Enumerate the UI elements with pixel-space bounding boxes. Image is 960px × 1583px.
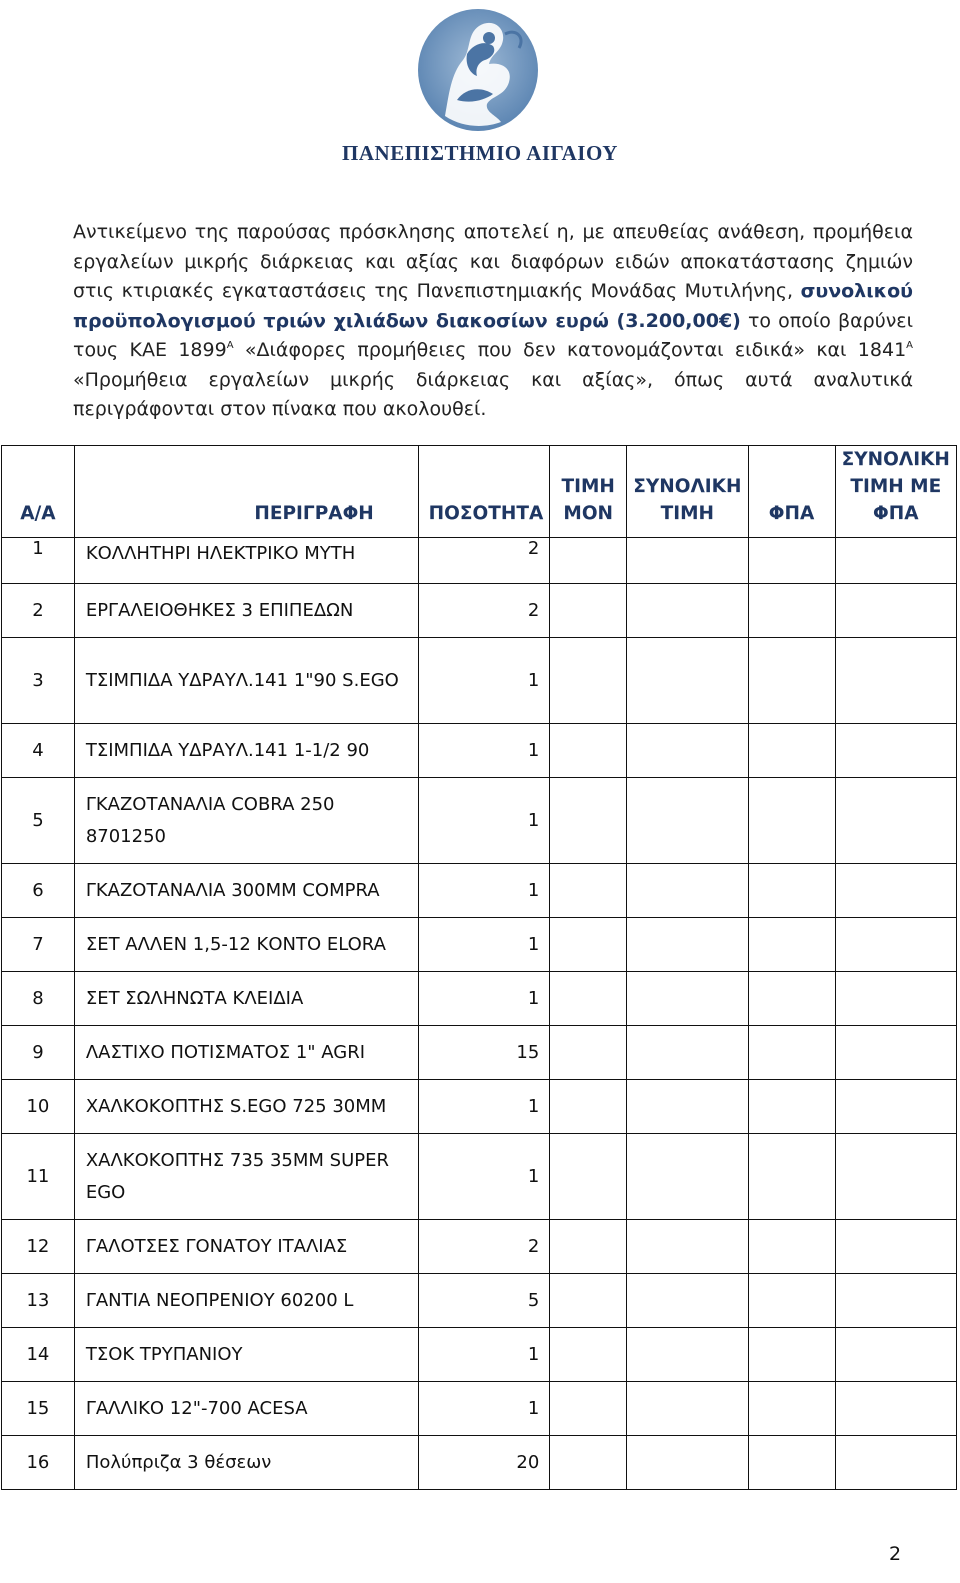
cell-unit-price xyxy=(550,724,627,778)
table-row xyxy=(2,538,957,584)
cell-total-price xyxy=(627,584,748,638)
table-row xyxy=(2,864,957,918)
cell-unit-price xyxy=(550,1134,627,1220)
cell-total-price xyxy=(627,1382,748,1436)
cell-total-with-vat xyxy=(835,778,956,864)
table-row xyxy=(2,918,957,972)
cell-aa: 6 xyxy=(2,864,75,918)
cell-total-with-vat xyxy=(835,1026,956,1080)
university-seal-logo xyxy=(405,4,555,134)
cell-quantity: 1 xyxy=(418,864,550,918)
intro-text-part2: το οποίο βαρύνει τους ΚΑΕ 1899 xyxy=(73,309,914,361)
cell-aa: 14 xyxy=(2,1328,75,1382)
cell-description: ΓΑΛΛΙΚΟ 12"-700 ACESA xyxy=(74,1382,418,1436)
cell-quantity: 1 xyxy=(418,778,550,864)
header-total-price: ΣΥΝΟΛΙΚΗ ΤΙΜΗ xyxy=(627,446,748,538)
cell-total-with-vat xyxy=(835,1328,956,1382)
cell-vat xyxy=(748,972,835,1026)
cell-total-price xyxy=(627,1274,748,1328)
cell-total-price xyxy=(627,1328,748,1382)
cell-description: ΓΚΑΖΟΤΑΝΑΛΙΑ COBRA 250 8701250 xyxy=(74,778,418,864)
table-row xyxy=(2,778,957,864)
cell-unit-price xyxy=(550,864,627,918)
cell-unit-price xyxy=(550,778,627,864)
cell-description: ΓΚΑΖΟΤΑΝΑΛΙΑ 300ΜΜ COMPRA xyxy=(74,864,418,918)
cell-description: ΓΑΛΟΤΣΕΣ ΓΟΝΑΤΟΥ ΙΤΑΛΙΑΣ xyxy=(74,1220,418,1274)
cell-total-with-vat xyxy=(835,538,956,584)
table-header-row xyxy=(2,446,957,538)
cell-description: ΣΕΤ ΑΛΛΕΝ 1,5-12 ΚΟΝΤΟ ELORA xyxy=(74,918,418,972)
cell-total-price xyxy=(627,1026,748,1080)
cell-total-price xyxy=(627,538,748,584)
cell-vat xyxy=(748,538,835,584)
table-row xyxy=(2,1026,957,1080)
cell-unit-price xyxy=(550,1080,627,1134)
page-number: 2 xyxy=(889,1543,902,1565)
cell-unit-price xyxy=(550,972,627,1026)
cell-aa: 3 xyxy=(2,638,75,724)
cell-vat xyxy=(748,1026,835,1080)
cell-total-with-vat xyxy=(835,1220,956,1274)
cell-vat xyxy=(748,1134,835,1220)
table-row xyxy=(2,972,957,1026)
intro-budget-bold: συνολικού προϋπολογισμού τριών χιλιάδων διακοσίων ευρώ (3.200,00€) xyxy=(73,280,913,332)
table-row xyxy=(2,1080,957,1134)
cell-quantity: 1 xyxy=(418,638,550,724)
cell-total-with-vat xyxy=(835,1274,956,1328)
cell-unit-price xyxy=(550,638,627,724)
cell-aa: 12 xyxy=(2,1220,75,1274)
cell-aa: 2 xyxy=(2,584,75,638)
header-quantity: ΠΟΣΟΤΗΤΑ xyxy=(418,446,550,538)
items-table xyxy=(1,445,957,1490)
cell-vat xyxy=(748,638,835,724)
cell-description: ΤΣΟΚ ΤΡΥΠΑΝΙΟΥ xyxy=(74,1328,418,1382)
table-row xyxy=(2,1220,957,1274)
cell-total-price xyxy=(627,1134,748,1220)
cell-vat xyxy=(748,778,835,864)
table-row xyxy=(2,1382,957,1436)
cell-quantity: 15 xyxy=(418,1026,550,1080)
header-total-with-vat: ΣΥΝΟΛΙΚΗ ΤΙΜΗ ΜΕ ΦΠΑ xyxy=(835,446,956,538)
cell-unit-price xyxy=(550,918,627,972)
cell-description: ΧΑΛΚΟΚΟΠΤΗΣ 735 35ΜΜ SUPER EGO xyxy=(74,1134,418,1220)
table-row xyxy=(2,1274,957,1328)
cell-aa: 8 xyxy=(2,972,75,1026)
cell-unit-price xyxy=(550,1328,627,1382)
cell-quantity: 1 xyxy=(418,1328,550,1382)
university-name: ΠΑΝΕΠΙΣΤΗΜΙΟ ΑΙΓΑΙΟΥ xyxy=(342,141,618,165)
cell-vat xyxy=(748,724,835,778)
cell-quantity: 1 xyxy=(418,1134,550,1220)
header-unit-price: ΤΙΜΗ ΜΟΝ xyxy=(550,446,627,538)
table-row xyxy=(2,1436,957,1490)
header-description: ΠΕΡΙΓΡΑΦΗ xyxy=(74,446,418,538)
cell-description: ΕΡΓΑΛΕΙΟΘΗΚΕΣ 3 ΕΠΙΠΕΔΩΝ xyxy=(74,584,418,638)
cell-description: ΤΣΙΜΠΙΔΑ ΥΔΡΑΥΛ.141 1"90 S.EGO xyxy=(74,638,418,724)
cell-description: ΧΑΛΚΟΚΟΠΤΗΣ S.EGO 725 30ΜΜ xyxy=(74,1080,418,1134)
intro-sup-1: Α xyxy=(226,340,234,351)
cell-vat xyxy=(748,918,835,972)
cell-total-with-vat xyxy=(835,1382,956,1436)
cell-aa: 13 xyxy=(2,1274,75,1328)
cell-quantity: 1 xyxy=(418,972,550,1026)
cell-vat xyxy=(748,1436,835,1490)
cell-aa: 9 xyxy=(2,1026,75,1080)
cell-vat xyxy=(748,584,835,638)
cell-total-price xyxy=(627,972,748,1026)
cell-quantity: 20 xyxy=(418,1436,550,1490)
cell-quantity: 1 xyxy=(418,918,550,972)
cell-total-price xyxy=(627,864,748,918)
cell-total-price xyxy=(627,638,748,724)
cell-unit-price xyxy=(550,538,627,584)
cell-total-with-vat xyxy=(835,1080,956,1134)
cell-aa: 11 xyxy=(2,1134,75,1220)
cell-total-with-vat xyxy=(835,1436,956,1490)
cell-quantity: 1 xyxy=(418,724,550,778)
cell-quantity: 5 xyxy=(418,1274,550,1328)
cell-unit-price xyxy=(550,584,627,638)
cell-total-price xyxy=(627,1436,748,1490)
cell-total-price xyxy=(627,778,748,864)
cell-description: Πολύπριζα 3 θέσεων xyxy=(74,1436,418,1490)
cell-total-with-vat xyxy=(835,584,956,638)
cell-vat xyxy=(748,1220,835,1274)
intro-text-part1: Αντικείμενο της παρούσας πρόσκλησης αποτελεί η, με απευθείας ανάθεση, προμήθεια εργαλείων μικρής διάρκειας και αξίας και διαφόρων ειδών αποκατάστασης ζημιών στις κτιριακές εγκαταστάσεις της Πανεπιστημιακής Μονάδας Μυτιλήνης, xyxy=(73,221,913,302)
cell-aa: 15 xyxy=(2,1382,75,1436)
cell-unit-price xyxy=(550,1436,627,1490)
cell-total-with-vat xyxy=(835,724,956,778)
cell-total-with-vat xyxy=(835,972,956,1026)
table-row xyxy=(2,638,957,724)
header-vat: ΦΠΑ xyxy=(748,446,835,538)
cell-vat xyxy=(748,1328,835,1382)
cell-quantity: 1 xyxy=(418,1080,550,1134)
table-body xyxy=(2,538,957,1490)
intro-text-part3: «Διάφορες προμήθειες που δεν κατονομάζονται ειδικά» και 1841 xyxy=(244,339,907,361)
table-row xyxy=(2,584,957,638)
cell-aa: 7 xyxy=(2,918,75,972)
cell-unit-price xyxy=(550,1274,627,1328)
cell-total-with-vat xyxy=(835,864,956,918)
cell-unit-price xyxy=(550,1220,627,1274)
cell-total-with-vat xyxy=(835,638,956,724)
cell-vat xyxy=(748,1382,835,1436)
cell-description: ΛΑΣΤΙΧΟ ΠΟΤΙΣΜΑΤΟΣ 1" AGRI xyxy=(74,1026,418,1080)
cell-total-with-vat xyxy=(835,918,956,972)
cell-total-price xyxy=(627,1220,748,1274)
cell-quantity: 2 xyxy=(418,1220,550,1274)
cell-aa: 1 xyxy=(2,538,75,584)
cell-unit-price xyxy=(550,1026,627,1080)
intro-text-part4: «Προμήθεια εργαλείων μικρής διάρκειας και αξίας», όπως αυτά αναλυτικά περιγράφονται στον πίνακα που ακολουθεί. xyxy=(73,368,913,420)
table-row xyxy=(2,1328,957,1382)
intro-paragraph xyxy=(73,218,913,425)
table-row xyxy=(2,1134,957,1220)
cell-quantity: 1 xyxy=(418,1382,550,1436)
cell-total-price xyxy=(627,724,748,778)
cell-aa: 5 xyxy=(2,778,75,864)
cell-aa: 16 xyxy=(2,1436,75,1490)
cell-vat xyxy=(748,864,835,918)
cell-aa: 10 xyxy=(2,1080,75,1134)
cell-vat xyxy=(748,1080,835,1134)
cell-description: ΤΣΙΜΠΙΔΑ ΥΔΡΑΥΛ.141 1-1/2 90 xyxy=(74,724,418,778)
cell-quantity: 2 xyxy=(418,584,550,638)
cell-description: ΚΟΛΛΗΤΗΡΙ ΗΛΕΚΤΡΙΚΟ ΜΥΤΗ xyxy=(74,538,418,584)
cell-total-price xyxy=(627,1080,748,1134)
cell-total-with-vat xyxy=(835,1134,956,1220)
cell-total-price xyxy=(627,918,748,972)
header-aa: Α/Α xyxy=(2,446,75,538)
cell-aa: 4 xyxy=(2,724,75,778)
cell-description: ΣΕΤ ΣΩΛΗΝΩΤΑ ΚΛΕΙΔΙΑ xyxy=(74,972,418,1026)
intro-sup-2: Α xyxy=(906,340,914,351)
cell-unit-price xyxy=(550,1382,627,1436)
cell-description: ΓΑΝΤΙΑ ΝΕΟΠΡΕΝΙΟΥ 60200 L xyxy=(74,1274,418,1328)
cell-vat xyxy=(748,1274,835,1328)
cell-quantity: 2 xyxy=(418,538,550,584)
table-row xyxy=(2,724,957,778)
